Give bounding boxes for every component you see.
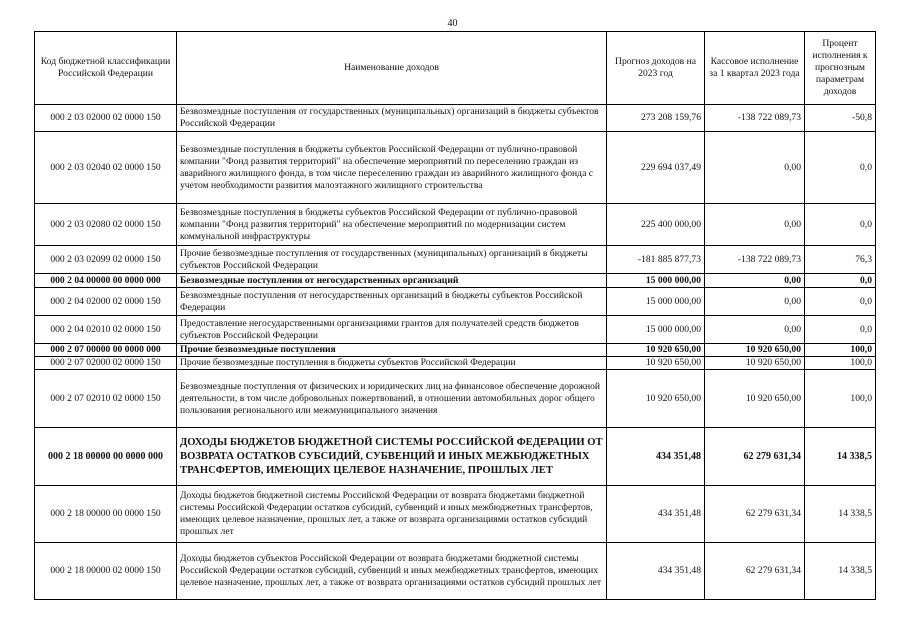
- row-name: Безвозмездные поступления от негосударственных организаций в бюджеты субъектов Российской Федерации: [177, 288, 607, 316]
- row-forecast: 10 920 650,00: [607, 370, 705, 428]
- row-code: 000 2 18 00000 00 0000 000: [35, 428, 177, 486]
- row-percent: 0,0: [805, 204, 876, 246]
- row-percent: -50,8: [805, 105, 876, 132]
- header-code: Код бюджетной классификации Российской Федерации: [35, 32, 177, 105]
- row-forecast: 434 351,48: [607, 543, 705, 600]
- revenue-table: [34, 31, 876, 600]
- row-forecast: 10 920 650,00: [607, 357, 705, 370]
- row-name: ДОХОДЫ БЮДЖЕТОВ БЮДЖЕТНОЙ СИСТЕМЫ РОССИЙСКОЙ ФЕДЕРАЦИИ ОТ ВОЗВРАТА ОСТАТКОВ СУБСИДИЙ, СУБВЕНЦИЙ И ИНЫХ МЕЖБЮДЖЕТНЫХ ТРАНСФЕРТОВ, ИМЕЮЩИХ ЦЕЛЕВОЕ НАЗНАЧЕНИЕ, ПРОШЛЫХ ЛЕТ: [177, 428, 607, 486]
- row-code: 000 2 07 00000 00 0000 000: [35, 344, 177, 357]
- row-forecast: -181 885 877,73: [607, 246, 705, 274]
- row-cash: -138 722 089,73: [705, 246, 805, 274]
- row-name: Доходы бюджетов субъектов Российской Федерации от возврата бюджетами бюджетной системы Российской Федерации остатков субсидий, субвенций и иных межбюджетных трансфертов, имеющих целевое назначение, прошлых лет, а также от возврата организациями остатков субсидий прошлых лет: [177, 543, 607, 600]
- row-percent: 100,0: [805, 370, 876, 428]
- table-row: [35, 246, 876, 274]
- row-cash: 0,00: [705, 316, 805, 344]
- row-percent: 76,3: [805, 246, 876, 274]
- row-code: 000 2 04 00000 00 0000 000: [35, 274, 177, 288]
- header-forecast: Прогноз доходов на 2023 год: [607, 32, 705, 105]
- row-percent: 0,0: [805, 288, 876, 316]
- row-code: 000 2 03 02099 02 0000 150: [35, 246, 177, 274]
- row-code: 000 2 03 02000 02 0000 150: [35, 105, 177, 132]
- row-percent: 100,0: [805, 344, 876, 357]
- header-cash: Кассовое исполнение за 1 квартал 2023 года: [705, 32, 805, 105]
- row-code: 000 2 04 02000 02 0000 150: [35, 288, 177, 316]
- table-row: [35, 370, 876, 428]
- row-cash: 10 920 650,00: [705, 357, 805, 370]
- row-name: Безвозмездные поступления от негосударственных организаций: [177, 274, 607, 288]
- row-percent: 14 338,5: [805, 428, 876, 486]
- row-cash: 62 279 631,34: [705, 543, 805, 600]
- row-forecast: 434 351,48: [607, 428, 705, 486]
- row-percent: 0,0: [805, 274, 876, 288]
- table-row: [35, 543, 876, 600]
- row-cash: 62 279 631,34: [705, 428, 805, 486]
- row-forecast: 225 400 000,00: [607, 204, 705, 246]
- row-code: 000 2 18 00000 02 0000 150: [35, 543, 177, 600]
- row-cash: 62 279 631,34: [705, 486, 805, 543]
- table-row: [35, 428, 876, 486]
- table-row: [35, 344, 876, 357]
- row-code: 000 2 07 02000 02 0000 150: [35, 357, 177, 370]
- row-name: Безвозмездные поступления от физических и юридических лиц на финансовое обеспечение дорожной деятельности, в том числе добровольных пожертвований, в отношении автомобильных дорог общего пользования регионального или межмуниципального значения: [177, 370, 607, 428]
- page-number: 40: [447, 18, 458, 29]
- row-name: Безвозмездные поступления в бюджеты субъектов Российской Федерации от публично-правовой компании "Фонд развития территорий" на обеспечение мероприятий по переселению граждан из аварийного жилищного фонда, в том числе переселению граждан из аварийного жилищного фонда с учетом необходимости развития малоэтажного жилищного строительства: [177, 132, 607, 204]
- row-percent: 14 338,5: [805, 486, 876, 543]
- row-percent: 14 338,5: [805, 543, 876, 600]
- row-code: 000 2 03 02080 02 0000 150: [35, 204, 177, 246]
- row-forecast: 15 000 000,00: [607, 288, 705, 316]
- table-header-row: [35, 32, 876, 105]
- row-code: 000 2 18 00000 00 0000 150: [35, 486, 177, 543]
- row-name: Безвозмездные поступления в бюджеты субъектов Российской Федерации от публично-правовой компании "Фонд развития территорий" на обеспечение мероприятий по модернизации систем коммунальной инфраструктуры: [177, 204, 607, 246]
- row-name: Предоставление негосударственными организациями грантов для получателей средств бюджетов субъектов Российской Федерации: [177, 316, 607, 344]
- table-row: [35, 105, 876, 132]
- table-row: [35, 316, 876, 344]
- row-percent: 0,0: [805, 132, 876, 204]
- row-name: Прочие безвозмездные поступления: [177, 344, 607, 357]
- row-forecast: 434 351,48: [607, 486, 705, 543]
- row-forecast: 15 000 000,00: [607, 316, 705, 344]
- row-code: 000 2 03 02040 02 0000 150: [35, 132, 177, 204]
- row-forecast: 15 000 000,00: [607, 274, 705, 288]
- row-cash: 0,00: [705, 274, 805, 288]
- row-forecast: 229 694 037,49: [607, 132, 705, 204]
- row-percent: 100,0: [805, 357, 876, 370]
- row-name: Прочие безвозмездные поступления от государственных (муниципальных) организаций в бюджеты субъектов Российской Федерации: [177, 246, 607, 274]
- row-name: Прочие безвозмездные поступления в бюджеты субъектов Российской Федерации: [177, 357, 607, 370]
- row-name: Доходы бюджетов бюджетной системы Российской Федерации от возврата бюджетами бюджетной системы Российской Федерации остатков субсидий, субвенций и иных межбюджетных трансфертов, имеющих целевое назначение, прошлых лет, а также от возврата организациями остатков субсидий прошлых лет: [177, 486, 607, 543]
- row-cash: 10 920 650,00: [705, 370, 805, 428]
- row-cash: -138 722 089,73: [705, 105, 805, 132]
- table-row: [35, 274, 876, 288]
- row-cash: 0,00: [705, 204, 805, 246]
- row-name: Безвозмездные поступления от государственных (муниципальных) организаций в бюджеты субъектов Российской Федерации: [177, 105, 607, 132]
- row-forecast: 10 920 650,00: [607, 344, 705, 357]
- table-row: [35, 132, 876, 204]
- row-cash: 10 920 650,00: [705, 344, 805, 357]
- table-row: [35, 486, 876, 543]
- row-forecast: 273 208 159,76: [607, 105, 705, 132]
- header-name: Наименование доходов: [177, 32, 607, 105]
- table-row: [35, 357, 876, 370]
- table-row: [35, 288, 876, 316]
- row-cash: 0,00: [705, 288, 805, 316]
- row-percent: 0,0: [805, 316, 876, 344]
- table-row: [35, 204, 876, 246]
- row-code: 000 2 04 02010 02 0000 150: [35, 316, 177, 344]
- header-percent: Процент исполнения к прогнозным параметрам доходов: [805, 32, 876, 105]
- row-code: 000 2 07 02010 02 0000 150: [35, 370, 177, 428]
- row-cash: 0,00: [705, 132, 805, 204]
